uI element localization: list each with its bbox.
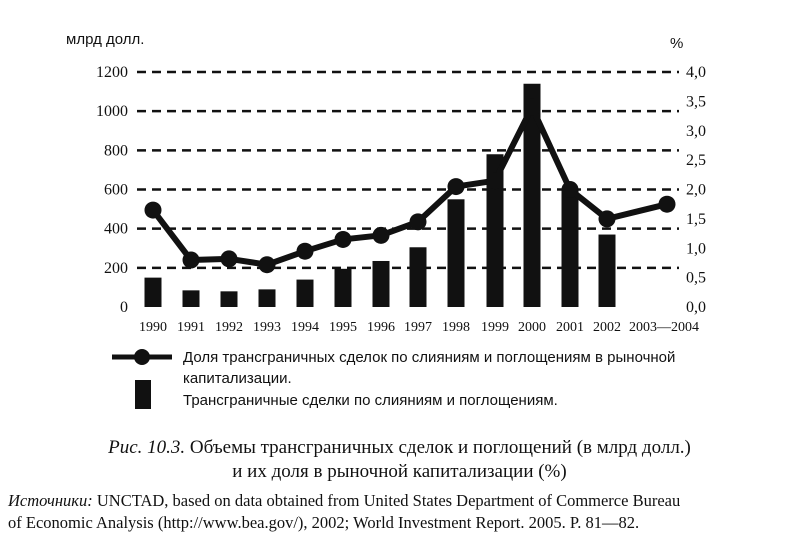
x-tick-label: 1998	[442, 320, 470, 335]
sources-line-1: UNCTAD, based on data obtained from United States Department of Commerce Bureau	[92, 491, 681, 510]
line-point	[373, 227, 390, 244]
line-series	[145, 99, 676, 273]
x-tick-label: 1992	[215, 320, 243, 335]
left-tick-label: 600	[104, 181, 128, 199]
left-tick-label: 1200	[96, 64, 128, 81]
x-tick-label: 2002	[593, 320, 621, 335]
legend-line-label-2: капитализации.	[183, 370, 292, 387]
line-point	[524, 99, 541, 116]
bar-1995	[335, 269, 352, 307]
x-tick-label: 1990	[139, 320, 167, 335]
bar-1996	[373, 261, 390, 307]
right-axis	[686, 64, 706, 316]
x-tick-label: 1995	[329, 320, 357, 335]
x-tick-label: 1994	[291, 320, 319, 335]
legend-bar-label: Трансграничные сделки по слияниям и поглощениям.	[183, 392, 558, 409]
left-tick-label: 0	[120, 299, 128, 316]
right-tick-label: 2,5	[686, 152, 706, 170]
left-tick-label: 1000	[96, 103, 128, 121]
bar-1993	[259, 289, 276, 307]
left-tick-label: 200	[104, 259, 128, 277]
right-axis-unit: %	[670, 35, 684, 52]
left-axis-unit: млрд долл.	[66, 31, 145, 48]
gridlines	[137, 72, 679, 268]
line-point	[448, 178, 465, 195]
right-tick-label: 3,5	[686, 93, 706, 111]
bar-1998	[448, 199, 465, 307]
x-tick-label: 1993	[253, 320, 281, 335]
legend	[112, 349, 675, 409]
x-tick-label: 1991	[177, 320, 205, 335]
bar-2001	[562, 190, 579, 308]
right-tick-label: 1,0	[686, 240, 706, 258]
right-tick-label: 2,0	[686, 181, 706, 199]
left-tick-label: 400	[104, 220, 128, 238]
sources-label: Источники:	[8, 491, 93, 510]
caption-number: Рис. 10.3.	[108, 437, 186, 458]
line-point	[410, 213, 427, 230]
bar-1994	[297, 280, 314, 307]
bar-series	[145, 84, 616, 307]
bar-1992	[221, 291, 238, 307]
x-tick-label: 2001	[556, 320, 584, 335]
line-point	[259, 256, 276, 273]
caption-line-2: и их доля в рыночной капитализации (%)	[232, 461, 567, 482]
x-axis	[139, 320, 699, 335]
legend-line-label-1: Доля трансграничных сделок по слияниям и поглощениям в рыночной	[183, 349, 676, 366]
line-point	[487, 172, 504, 189]
line-point	[297, 243, 314, 260]
left-tick-label: 800	[104, 142, 128, 160]
right-tick-label: 3,0	[686, 122, 706, 140]
x-tick-label: 1997	[404, 320, 432, 335]
right-tick-label: 0,5	[686, 269, 706, 287]
figure-caption	[0, 436, 799, 460]
caption-line-1: Объемы трансграничных сделок и поглощений (в млрд долл.)	[185, 437, 691, 458]
bar-1997	[410, 247, 427, 307]
legend-bar-swatch	[135, 380, 151, 409]
bar-2002	[599, 235, 616, 307]
line-point	[183, 252, 200, 269]
right-tick-label: 0,0	[686, 299, 706, 316]
right-tick-label: 1,5	[686, 210, 706, 228]
line-point	[562, 181, 579, 198]
right-tick-label: 4,0	[686, 64, 706, 81]
sources-note	[8, 490, 798, 534]
line-point	[145, 202, 162, 219]
sources-line-2: of Economic Analysis (http://www.bea.gov/), 2002; World Investment Report. 2005. P. 81—82.	[8, 513, 640, 532]
x-tick-label: 2003—2004	[629, 320, 699, 335]
legend-marker-swatch	[134, 349, 150, 365]
bar-1991	[183, 290, 200, 307]
line-path	[153, 107, 667, 264]
line-point	[335, 231, 352, 248]
x-tick-label: 1999	[481, 320, 509, 335]
x-tick-label: 2000	[518, 320, 546, 335]
bar-1990	[145, 278, 162, 307]
line-point	[221, 250, 238, 267]
line-point	[599, 210, 616, 227]
left-axis	[96, 64, 128, 316]
x-tick-label: 1996	[367, 320, 395, 335]
line-point	[659, 196, 676, 213]
figure-caption-2	[0, 460, 799, 484]
